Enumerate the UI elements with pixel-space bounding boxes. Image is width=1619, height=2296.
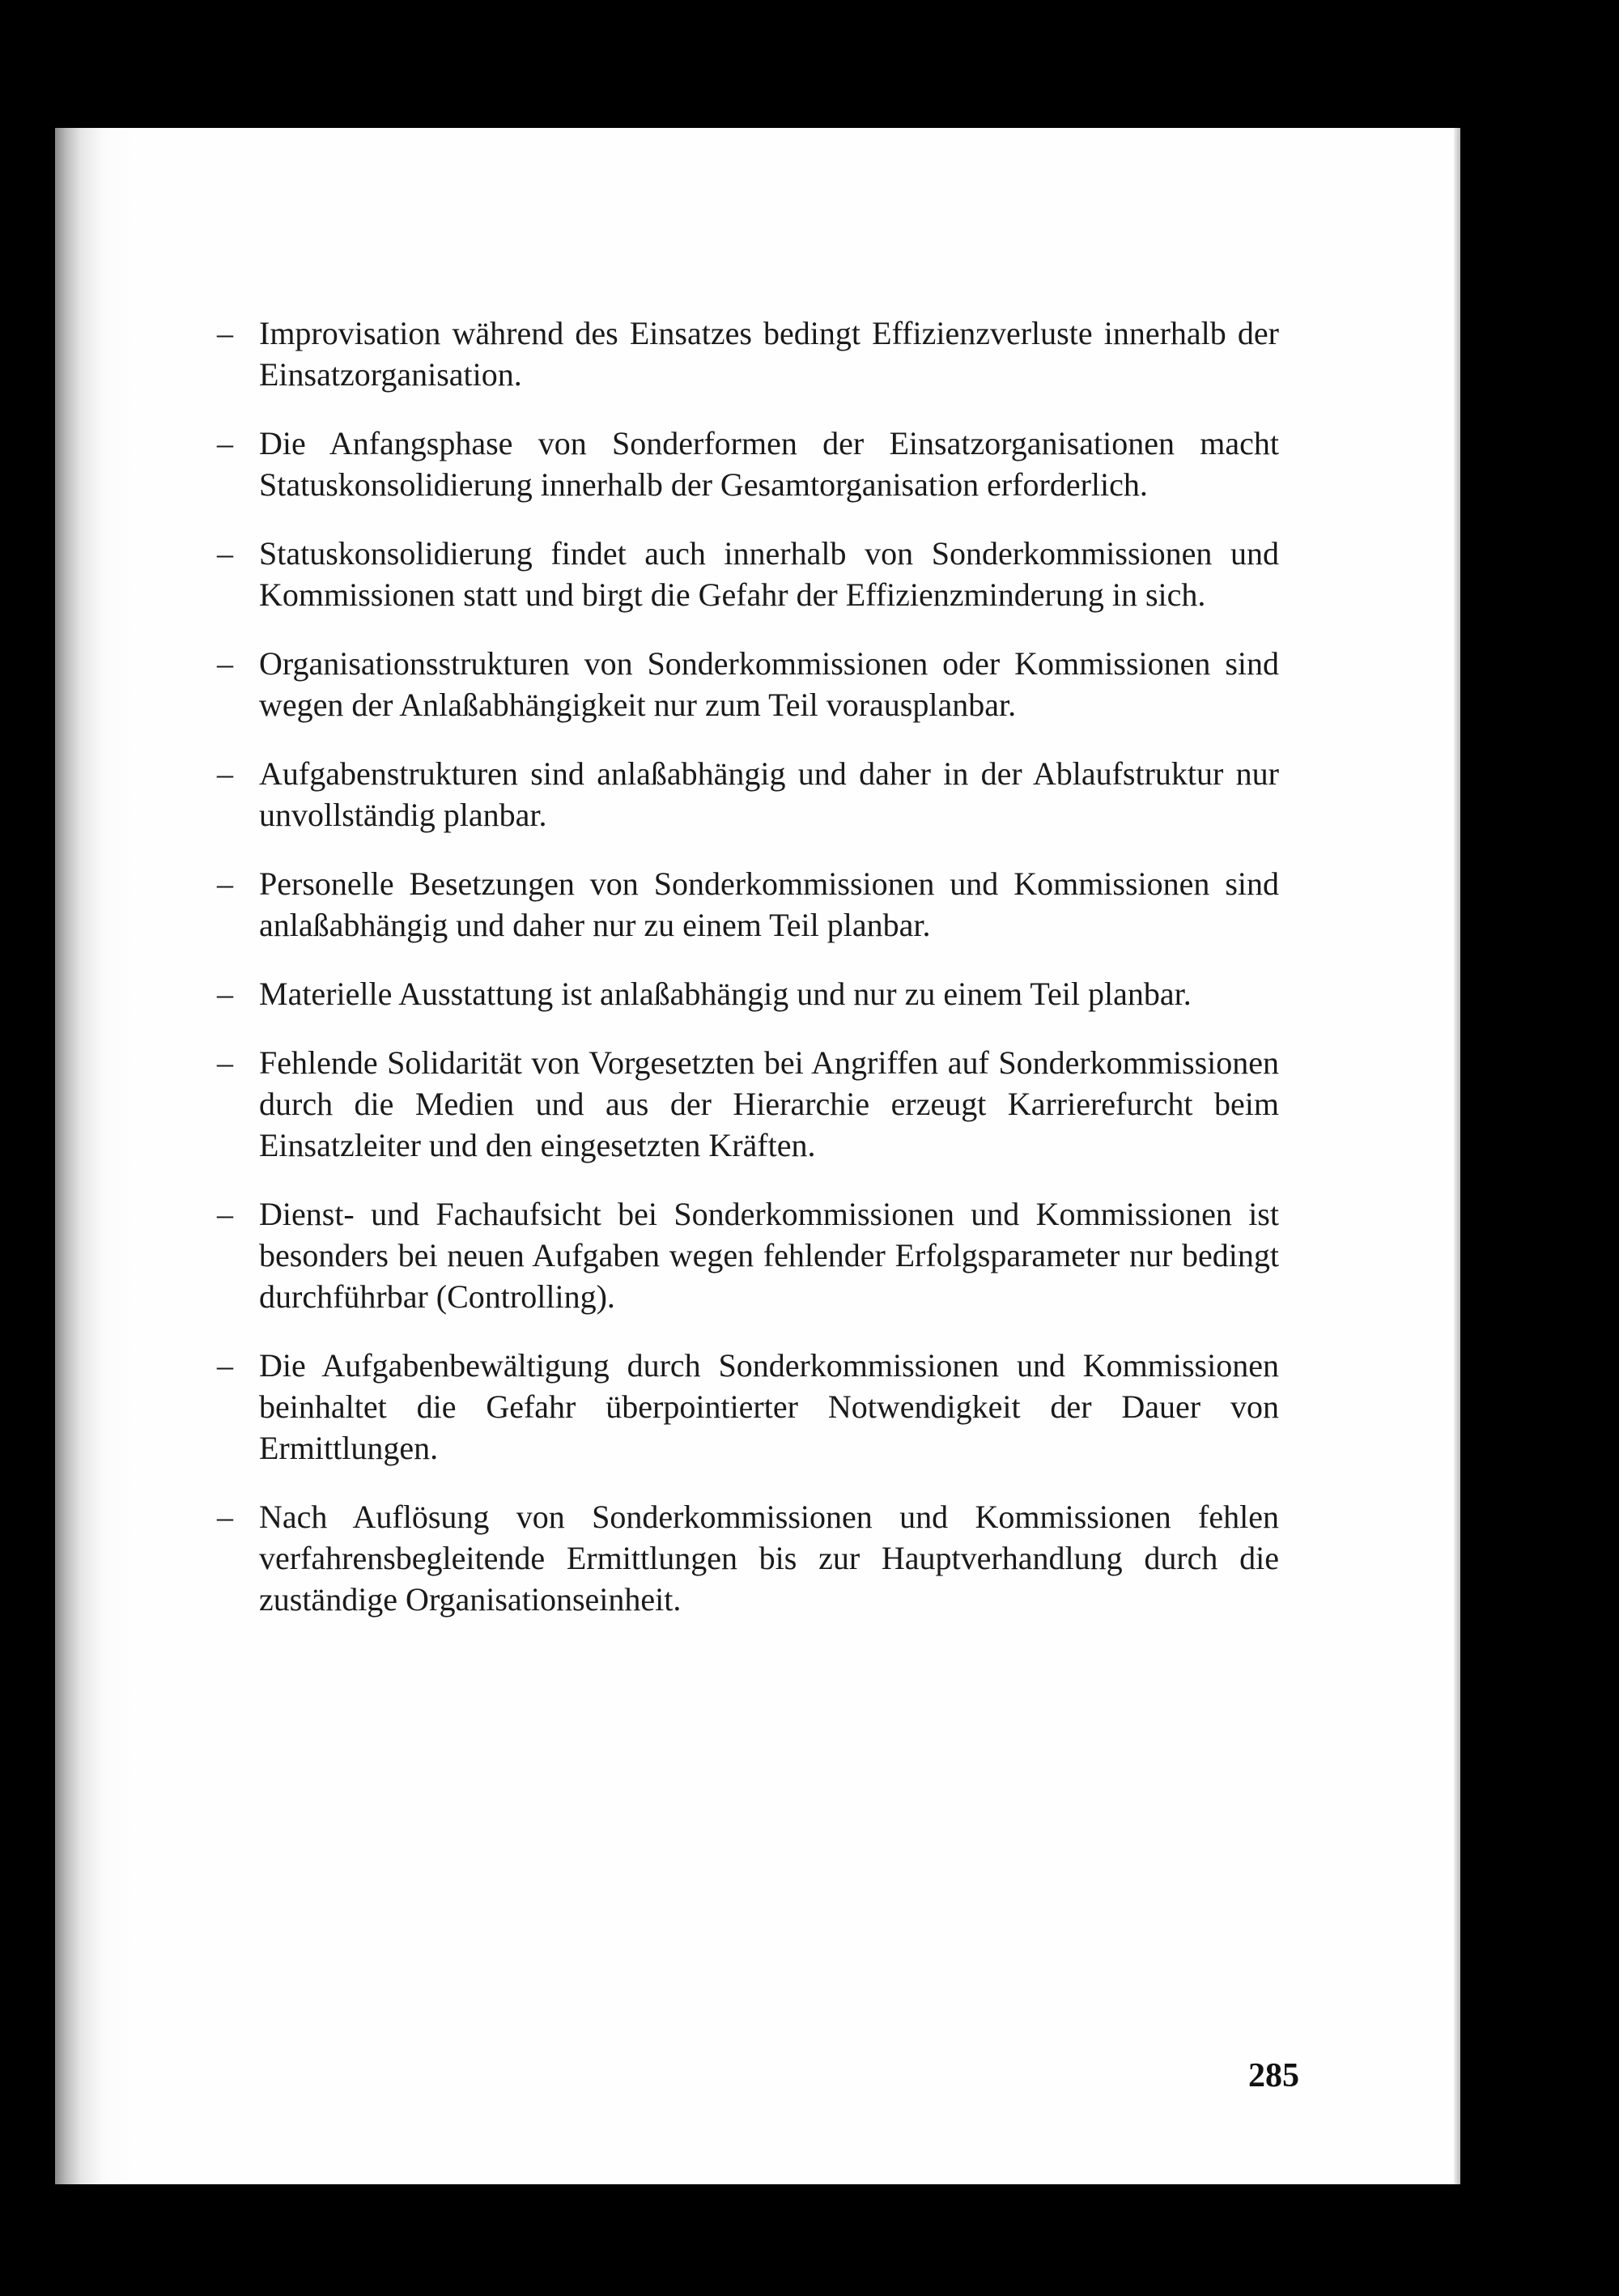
list-item-text: Organisationsstrukturen von Sonderkommissionen oder Kommissionen sind wegen der Anlaßabhängigkeit nur zum Teil vorausplanbar.: [259, 645, 1279, 723]
dash-bullet: –: [217, 865, 233, 902]
list-item: [217, 1345, 1279, 1469]
list-item-text: Die Aufgabenbewältigung durch Sonderkommissionen und Kommissionen beinhaltet die Gefahr überpointierter Notwendigkeit der Dauer von Ermittlungen.: [259, 1347, 1279, 1466]
dash-bullet: –: [217, 315, 233, 351]
list-item: [217, 753, 1279, 835]
page-number: 285: [1248, 2057, 1299, 2094]
list-item: [217, 533, 1279, 615]
dash-bullet: –: [217, 755, 233, 792]
list-item-text: Dienst- und Fachaufsicht bei Sonderkommissionen und Kommissionen ist besonders bei neuen Aufgaben wegen fehlender Erfolgsparameter nur bedingt durchführbar (Controlling).: [259, 1196, 1279, 1315]
list-item-text: Materielle Ausstattung ist anlaßabhängig und nur zu einem Teil planbar.: [259, 976, 1192, 1012]
list-item-text: Die Anfangsphase von Sonderformen der Einsatzorganisationen macht Statuskonsolidierung innerhalb der Gesamtorganisation erforderlich.: [259, 425, 1279, 503]
list-item-text: Nach Auflösung von Sonderkommissionen und Kommissionen fehlen verfahrensbegleitende Ermittlungen bis zur Hauptverhandlung durch die zuständige Organisationseinheit.: [259, 1499, 1279, 1618]
list-item: [217, 1193, 1279, 1317]
list-item-text: Personelle Besetzungen von Sonderkommissionen und Kommissionen sind anlaßabhängig und daher nur zu einem Teil planbar.: [259, 865, 1279, 943]
list-item-text: Aufgabenstrukturen sind anlaßabhängig und daher in der Ablaufstruktur nur unvollständig planbar.: [259, 755, 1279, 833]
list-item: [217, 423, 1279, 505]
list-item-text: Statuskonsolidierung findet auch innerhalb von Sonderkommissionen und Kommissionen statt und birgt die Gefahr der Effizienzminderung in sich.: [259, 535, 1279, 613]
page-edge: [1454, 128, 1460, 2184]
list-item-text: Fehlende Solidarität von Vorgesetzten bei Angriffen auf Sonderkommissionen durch die Medien und aus der Hierarchie erzeugt Karrierefurcht beim Einsatzleiter und den eingesetzten Kräften.: [259, 1044, 1279, 1163]
list-item: [217, 313, 1279, 395]
list-item: [217, 1496, 1279, 1620]
dash-bullet: –: [217, 645, 233, 682]
book-page: [55, 128, 1460, 2184]
dash-bullet: –: [217, 425, 233, 461]
list-item: [217, 863, 1279, 946]
list-item: [217, 1042, 1279, 1166]
list-item-text: Improvisation während des Einsatzes bedingt Effizienzverluste innerhalb der Einsatzorganisation.: [259, 315, 1279, 393]
dash-bullet: –: [217, 1347, 233, 1384]
dash-bullet: –: [217, 535, 233, 572]
dash-bullet: –: [217, 1044, 233, 1081]
list-item: [217, 643, 1279, 725]
list-item: [217, 973, 1279, 1014]
dash-bullet: –: [217, 1499, 233, 1535]
bullet-list: [217, 313, 1279, 1648]
dash-bullet: –: [217, 976, 233, 1012]
dash-bullet: –: [217, 1196, 233, 1232]
